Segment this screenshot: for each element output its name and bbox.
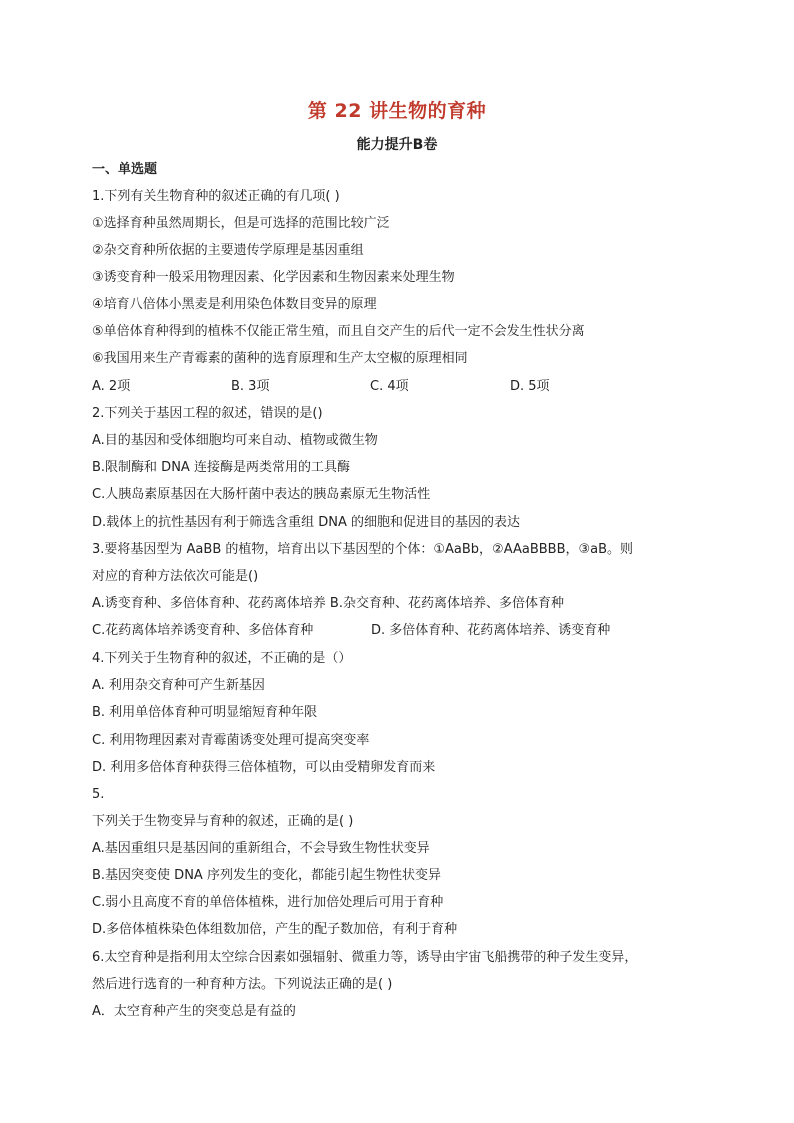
- q1-option-c: C. 4项: [370, 379, 409, 394]
- q2-option-a: A.目的基因和受体细胞均可来自动、植物或微生物: [92, 433, 378, 448]
- q1-item: ①选择育种虽然周期长，但是可选择的范围比较广泛: [92, 216, 390, 231]
- q4-option-d: D. 利用多倍体育种获得三倍体植物，可以由受精卵发育而来: [92, 760, 436, 775]
- q5-option-b: B.基因突变使 DNA 序列发生的变化，都能引起生物性状变异: [92, 868, 441, 883]
- q6-stem-line2: 然后进行选育的一种育种方法。下列说法正确的是( ): [92, 977, 393, 992]
- q1-item: ⑥我国用来生产青霉素的菌种的选育原理和生产太空椒的原理相同: [92, 351, 468, 366]
- q2-option-c: C.人胰岛素原基因在大肠杆菌中表达的胰岛素原无生物活性: [92, 487, 431, 502]
- section-heading: 一、单选题: [92, 162, 158, 177]
- q2-option-b: B.限制酶和 DNA 连接酶是两类常用的工具酶: [92, 460, 350, 475]
- q1-item: ④培育八倍体小黑麦是利用染色体数目变异的原理: [92, 297, 377, 312]
- q3-option-c: C.花药离体培养诱变育种、多倍体育种: [92, 623, 314, 638]
- q5-option-a: A.基因重组只是基因间的重新组合，不会导致生物性状变异: [92, 841, 430, 856]
- q1-item: ②杂交育种所依据的主要遗传学原理是基因重组: [92, 243, 364, 258]
- q4-option-a: A. 利用杂交育种可产生新基因: [92, 678, 265, 693]
- q6-stem-line1: 6.太空育种是指利用太空综合因素如强辐射、微重力等，诱导由宇宙飞船携带的种子发生变异，: [92, 950, 638, 965]
- page-title: 第 22 讲生物的育种: [307, 100, 487, 122]
- q1-item: ③诱变育种一般采用物理因素、化学因素和生物因素来处理生物: [92, 270, 455, 285]
- q3-stem-line1: 3.要将基因型为 AaBB 的植物，培育出以下基因型的个体：①AaBb，②AAaBBBB，③aB。则: [92, 542, 634, 557]
- q1-stem: 1.下列有关生物育种的叙述正确的有几项( ): [92, 189, 340, 204]
- q4-option-b: B. 利用单倍体育种可明显缩短育种年限: [92, 705, 318, 720]
- q5-option-d: D.多倍体植株染色体组数加倍，产生的配子数加倍，有利于育种: [92, 922, 458, 937]
- q5-stem: 下列关于生物变异与育种的叙述，正确的是( ): [92, 814, 354, 829]
- q2-stem: 2.下列关于基因工程的叙述，错误的是(): [92, 406, 323, 421]
- q5-option-c: C.弱小且高度不育的单倍体植株，进行加倍处理后可用于育种: [92, 895, 444, 910]
- q1-option-b: B. 3项: [231, 379, 270, 394]
- q1-option-d: D. 5项: [510, 379, 550, 394]
- q3-stem-line2: 对应的育种方法依次可能是(): [92, 569, 259, 584]
- q1-option-a: A. 2项: [92, 379, 131, 394]
- q4-stem: 4.下列关于生物育种的叙述，不正确的是（）: [92, 651, 352, 666]
- q4-option-c: C. 利用物理因素对青霉菌诱变处理可提高突变率: [92, 733, 370, 748]
- q3-options-ab: A.诱变育种、多倍体育种、花药离体培养 B.杂交育种、花药离体培养、多倍体育种: [92, 596, 564, 611]
- q6-option-a: A．太空育种产生的突变总是有益的: [92, 1004, 296, 1019]
- q3-option-d: D. 多倍体育种、花药离体培养、诱变育种: [371, 623, 611, 638]
- page-subtitle: 能力提升B卷: [356, 137, 438, 153]
- q2-option-d: D.载体上的抗性基因有利于筛选含重组 DNA 的细胞和促进目的基因的表达: [92, 515, 521, 530]
- q5-number: 5.: [92, 787, 105, 802]
- q1-item: ⑤单倍体育种得到的植株不仅能正常生殖，而且自交产生的后代一定不会发生性状分离: [92, 324, 585, 339]
